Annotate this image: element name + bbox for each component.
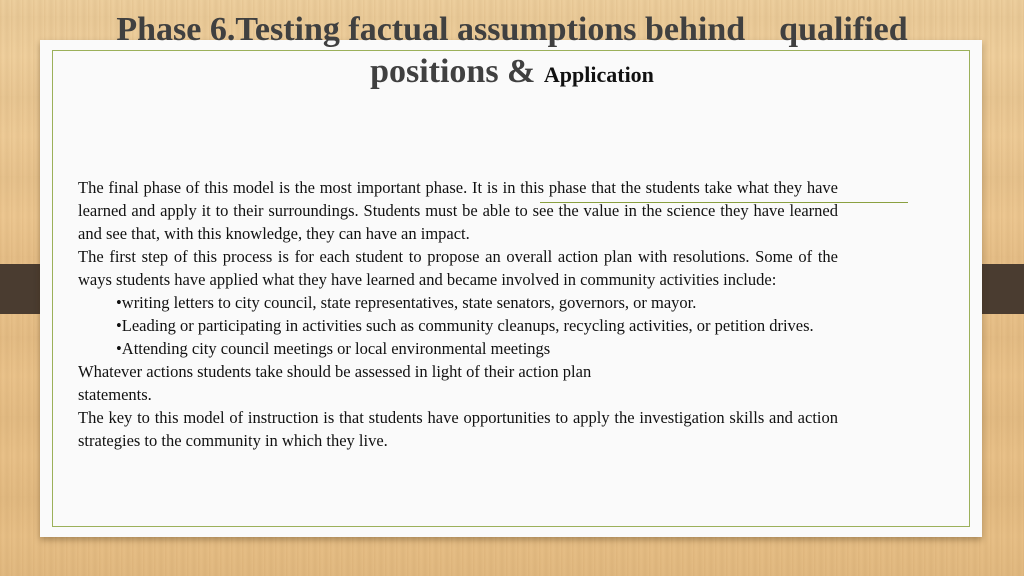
slide-title: [0, 10, 1024, 97]
paragraph-assessment-line1: Whatever actions students take should be assessed in light of their action plan: [78, 362, 592, 381]
bullet-item-meetings: •Attending city council meetings or local environmental meetings: [116, 339, 551, 358]
bullet-item-activities: •Leading or participating in activities such as community cleanups, recycling activities, or petition drives.: [116, 316, 814, 335]
paragraph-intro: The final phase of this model is the most important phase. It is in this phase that the students take what they have learned and apply it to their surroundings. Students must be able to see the value in the science they have learned and see that, with this knowledge, they can have an impact.: [78, 178, 838, 243]
title-line-2-text: positions &: [370, 53, 536, 90]
paragraph-first-step: The first step of this process is for each student to propose an overall action plan with resolutions. Some of the ways students have applied what they have learned and became involved in community activities include:: [78, 247, 838, 289]
paragraph-key: The key to this model of instruction is that students have opportunities to apply the investigation skills and action strategies to the community in which they live.: [78, 408, 838, 450]
title-line-2: [0, 50, 1024, 97]
title-application: Application: [543, 62, 654, 87]
slide-body: [78, 176, 838, 452]
bullet-item-letters: •writing letters to city council, state representatives, state senators, governors, or mayor.: [116, 293, 697, 312]
paragraph-assessment-line2: statements.: [78, 385, 152, 404]
title-line-1: Phase 6.Testing factual assumptions behind qualified: [116, 11, 908, 48]
